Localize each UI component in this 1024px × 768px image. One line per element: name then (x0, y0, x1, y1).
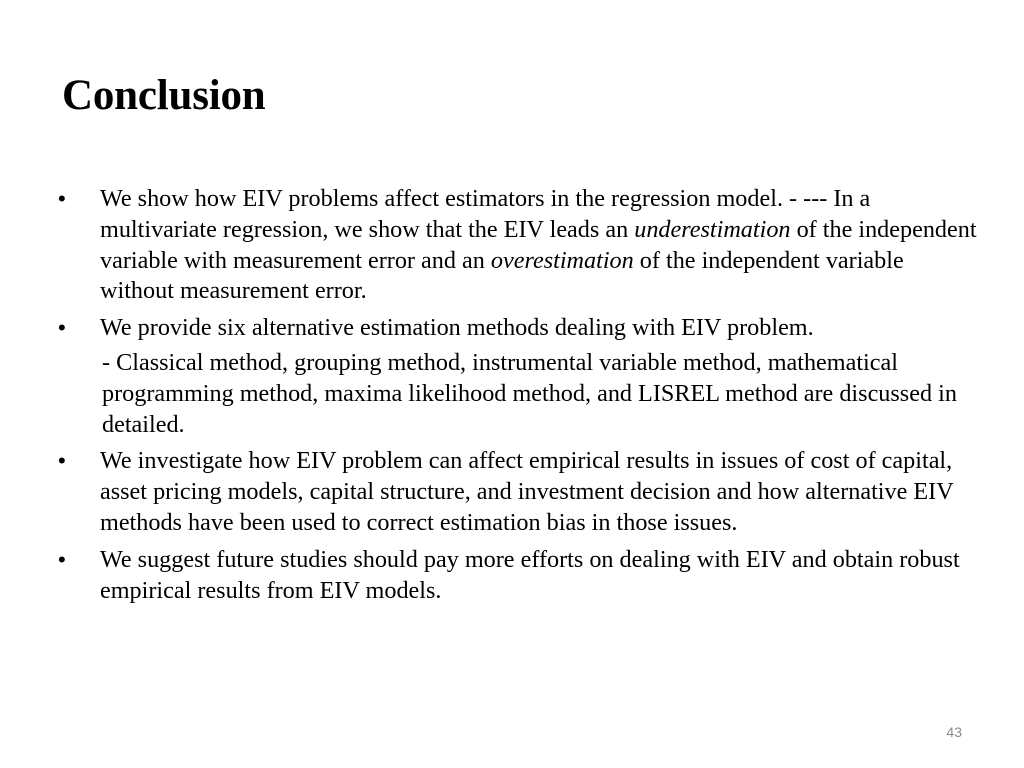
bullet-text: We investigate how EIV problem can affect empirical results in issues of cost of capital, asset pricing models, capital structure, and investment decision and how alternative EIV methods have been used to correct estimation bias in those issues. (100, 447, 954, 536)
bullet-list (58, 184, 978, 612)
bullet-text: We suggest future studies should pay more efforts on dealing with EIV and obtain robust empirical results from EIV models. (100, 545, 960, 604)
page-number: 43 (946, 724, 962, 740)
bullet-text: We provide six alternative estimation methods dealing with EIV problem. (100, 314, 814, 342)
bullet-dot-icon: • (58, 448, 66, 474)
bullet-alternative-methods (58, 313, 978, 344)
bullet-text-part: We show how EIV problems affect estimators in the regression model. - --- In a multivariate regression, we show that the EIV leads an (100, 185, 871, 243)
slide-title: Conclusion (62, 72, 266, 119)
bullet-dot-icon: • (58, 186, 66, 211)
bullet-dot-icon: • (58, 315, 66, 341)
bullet-dot-icon: • (58, 546, 66, 572)
emphasis-underestimation: underestimation (634, 215, 791, 243)
bullet-text-part: of the independent variable without measurement error. (100, 246, 904, 305)
bullet-eiv-effects (58, 184, 978, 307)
bullet-text-part: of the independent variable with measurement error and an (100, 215, 977, 274)
bullet-future-studies (58, 545, 978, 607)
emphasis-overestimation: overestimation (490, 246, 634, 274)
bullet-empirical-results (58, 446, 978, 538)
methods-sub-paragraph: - Classical method, grouping method, instrumental variable method, mathematical programming method, maxima likelihood method, and LISREL method are discussed in detailed. (102, 348, 957, 438)
